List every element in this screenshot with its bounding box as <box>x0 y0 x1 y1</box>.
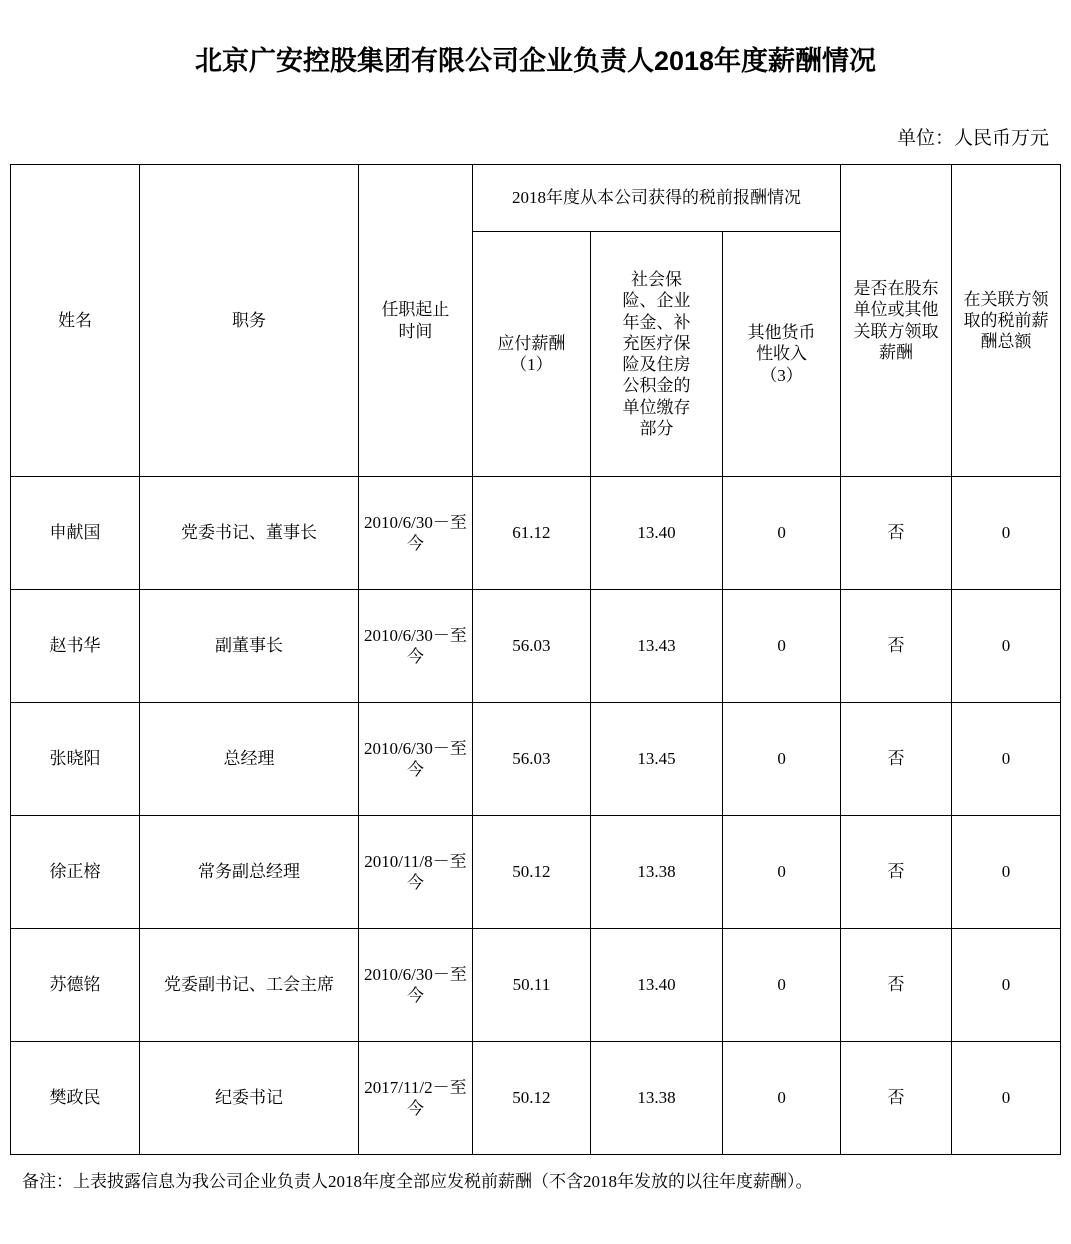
document-page <box>0 44 1071 1244</box>
column-header-hold-from-shareholder: 是否在股东单位或其他关联方领取薪酬 <box>841 165 952 477</box>
salary-table <box>10 164 1061 1155</box>
cell-term: 2010/6/30－至今 <box>358 703 472 816</box>
table-row <box>11 703 1061 816</box>
cell-term: 2010/11/8－至今 <box>358 816 472 929</box>
cell-insurance: 13.40 <box>590 929 722 1042</box>
cell-insurance: 13.38 <box>590 816 722 929</box>
cell-payable: 50.11 <box>472 929 590 1042</box>
table-header <box>11 165 1061 477</box>
cell-related-party-total: 0 <box>952 816 1061 929</box>
cell-name: 赵书华 <box>11 590 140 703</box>
cell-term: 2010/6/30－至今 <box>358 590 472 703</box>
cell-hold-from-shareholder: 否 <box>841 590 952 703</box>
cell-hold-from-shareholder: 否 <box>841 816 952 929</box>
table-row <box>11 590 1061 703</box>
cell-post: 纪委书记 <box>140 1042 359 1155</box>
table-body <box>11 477 1061 1155</box>
cell-hold-from-shareholder: 否 <box>841 929 952 1042</box>
cell-name: 张晓阳 <box>11 703 140 816</box>
table-footnote: 备注：上表披露信息为我公司企业负责人2018年度全部应发税前薪酬（不含2018年发放的以往年度薪酬）。 <box>22 1172 813 1192</box>
cell-insurance: 13.45 <box>590 703 722 816</box>
cell-term: 2017/11/2－至今 <box>358 1042 472 1155</box>
cell-related-party-total: 0 <box>952 590 1061 703</box>
column-header-other-income: 其他货币性收入（3） <box>723 232 841 477</box>
cell-insurance: 13.40 <box>590 477 722 590</box>
cell-insurance: 13.38 <box>590 1042 722 1155</box>
cell-other-income: 0 <box>723 929 841 1042</box>
column-header-group-pretax: 2018年度从本公司获得的税前报酬情况 <box>472 165 840 232</box>
cell-payable: 56.03 <box>472 703 590 816</box>
cell-post: 党委副书记、工会主席 <box>140 929 359 1042</box>
cell-post: 常务副总经理 <box>140 816 359 929</box>
table-row <box>11 1042 1061 1155</box>
column-header-name: 姓名 <box>11 165 140 477</box>
cell-other-income: 0 <box>723 590 841 703</box>
table-row <box>11 929 1061 1042</box>
cell-name: 苏德铭 <box>11 929 140 1042</box>
cell-other-income: 0 <box>723 816 841 929</box>
cell-payable: 50.12 <box>472 816 590 929</box>
column-header-payable: 应付薪酬（1） <box>472 232 590 477</box>
cell-insurance: 13.43 <box>590 590 722 703</box>
table-row <box>11 477 1061 590</box>
cell-name: 徐正榕 <box>11 816 140 929</box>
cell-post: 副董事长 <box>140 590 359 703</box>
cell-related-party-total: 0 <box>952 1042 1061 1155</box>
cell-other-income: 0 <box>723 477 841 590</box>
column-header-related-party-total: 在关联方领取的税前薪酬总额 <box>952 165 1061 477</box>
cell-payable: 56.03 <box>472 590 590 703</box>
page-title: 北京广安控股集团有限公司企业负责人2018年度薪酬情况 <box>194 46 877 76</box>
cell-name: 申献国 <box>11 477 140 590</box>
cell-hold-from-shareholder: 否 <box>841 703 952 816</box>
cell-post: 党委书记、董事长 <box>140 477 359 590</box>
cell-hold-from-shareholder: 否 <box>841 477 952 590</box>
cell-payable: 50.12 <box>472 1042 590 1155</box>
unit-note: 单位：人民币万元 <box>896 128 1049 150</box>
cell-name: 樊政民 <box>11 1042 140 1155</box>
cell-related-party-total: 0 <box>952 477 1061 590</box>
table-row <box>11 816 1061 929</box>
cell-other-income: 0 <box>723 1042 841 1155</box>
cell-other-income: 0 <box>723 703 841 816</box>
cell-related-party-total: 0 <box>952 703 1061 816</box>
cell-post: 总经理 <box>140 703 359 816</box>
cell-term: 2010/6/30－至今 <box>358 477 472 590</box>
column-header-term: 任职起止时间 <box>358 165 472 477</box>
column-header-insurance: 社会保险、企业年金、补充医疗保险及住房公积金的单位缴存部分 <box>590 232 722 477</box>
cell-payable: 61.12 <box>472 477 590 590</box>
column-header-post: 职务 <box>140 165 359 477</box>
cell-term: 2010/6/30－至今 <box>358 929 472 1042</box>
cell-hold-from-shareholder: 否 <box>841 1042 952 1155</box>
cell-related-party-total: 0 <box>952 929 1061 1042</box>
table-header-row-group <box>11 165 1061 232</box>
